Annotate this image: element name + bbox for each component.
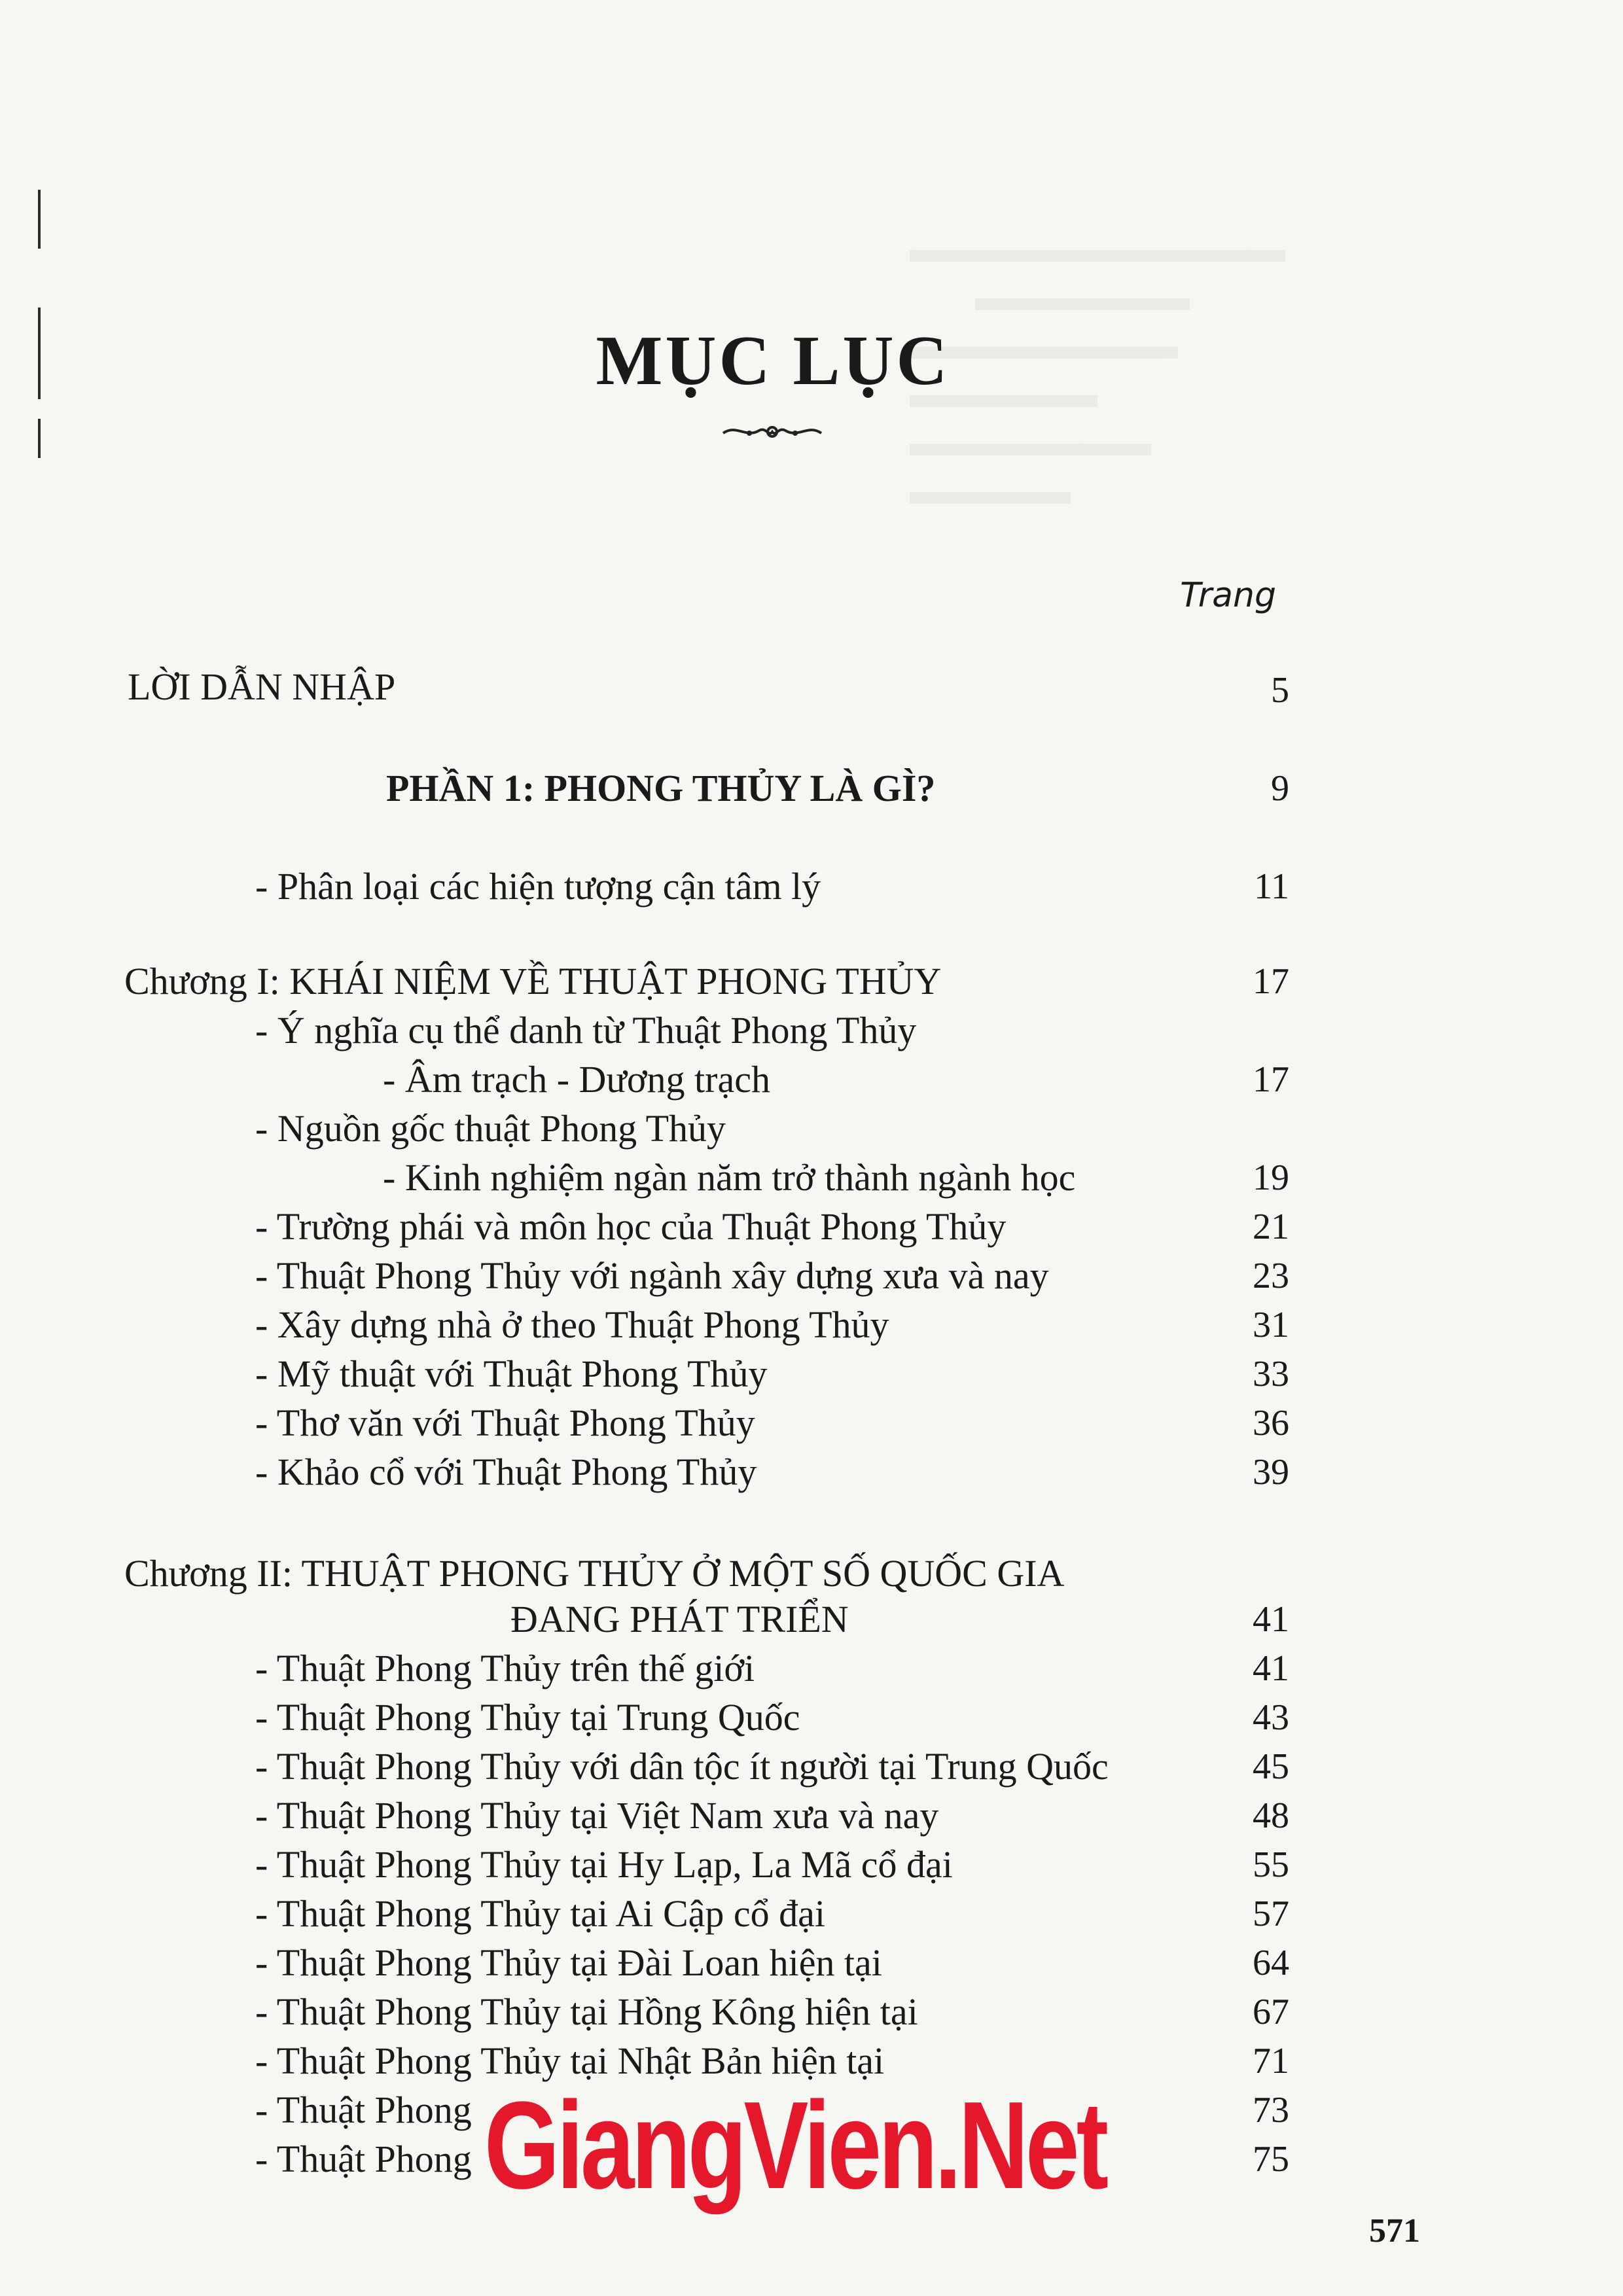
toc-entry: - Thuật Phong Thủy trên thế giới bbox=[255, 1647, 755, 1689]
toc-page: 17 bbox=[1253, 961, 1289, 1002]
toc-entry: - Thuật Phong Thủy tại Hy Lạp, La Mã cổ đại bbox=[255, 1843, 953, 1886]
toc-page: 48 bbox=[1253, 1795, 1289, 1836]
toc-entry: - Âm trạch - Dương trạch bbox=[383, 1058, 770, 1101]
toc-page: 9 bbox=[1271, 768, 1289, 809]
toc-page: 71 bbox=[1253, 2041, 1289, 2081]
toc-entry: - Khảo cổ với Thuật Phong Thủy bbox=[255, 1451, 757, 1493]
toc-page: 55 bbox=[1253, 1845, 1289, 1885]
toc-entry: - Nguồn gốc thuật Phong Thủy bbox=[255, 1107, 726, 1150]
toc-entry: - Thuật Phong bbox=[255, 2138, 472, 2180]
title-ornament bbox=[720, 419, 825, 445]
toc-chapter-heading: Chương II: THUẬT PHONG THỦY Ở MỘT SỐ QUỐC GIA bbox=[124, 1552, 1065, 1595]
toc-entry: - Phân loại các hiện tượng cận tâm lý bbox=[255, 865, 821, 908]
toc-page: 19 bbox=[1253, 1157, 1289, 1198]
toc-entry: - Thuật Phong bbox=[255, 2089, 472, 2131]
toc-entry: LỜI DẪN NHẬP bbox=[128, 665, 396, 708]
toc-entry: - Thuật Phong Thủy tại Hồng Kông hiện tại bbox=[255, 1990, 918, 2033]
watermark: GiangVien.Net bbox=[484, 2076, 1106, 2215]
toc-page: 23 bbox=[1253, 1256, 1289, 1296]
toc-chapter-heading: ĐANG PHÁT TRIỂN bbox=[510, 1598, 849, 1640]
page-edge-mark bbox=[38, 190, 41, 249]
toc-entry: - Thuật Phong Thủy tại Đài Loan hiện tại bbox=[255, 1941, 882, 1984]
toc-entry: - Mỹ thuật với Thuật Phong Thủy bbox=[255, 1352, 768, 1395]
toc-page: 36 bbox=[1253, 1403, 1289, 1443]
toc-entry: - Kinh nghiệm ngàn năm trở thành ngành học bbox=[383, 1156, 1076, 1199]
page-edge-mark bbox=[38, 419, 41, 458]
toc-entry: - Thuật Phong Thủy tại Nhật Bản hiện tại bbox=[255, 2040, 885, 2082]
toc-page: 45 bbox=[1253, 1746, 1289, 1787]
toc-chapter-heading: Chương I: KHÁI NIỆM VỀ THUẬT PHONG THỦY bbox=[124, 960, 942, 1002]
toc-page: 75 bbox=[1253, 2139, 1289, 2180]
toc-entry: - Thuật Phong Thủy tại Ai Cập cổ đại bbox=[255, 1892, 825, 1935]
toc-page: 33 bbox=[1253, 1354, 1289, 1394]
toc-page: 17 bbox=[1253, 1059, 1289, 1100]
toc-page: 11 bbox=[1254, 866, 1289, 907]
toc-page: 67 bbox=[1253, 1992, 1289, 2032]
toc-entry: - Thuật Phong Thủy với dân tộc ít người tại Trung Quốc bbox=[255, 1745, 1109, 1788]
toc-entry: - Xây dựng nhà ở theo Thuật Phong Thủy bbox=[255, 1303, 889, 1346]
toc-entry: - Thơ văn với Thuật Phong Thủy bbox=[255, 1402, 755, 1444]
toc-page: 43 bbox=[1253, 1697, 1289, 1738]
toc-entry: - Thuật Phong Thủy với ngành xây dựng xưa và nay bbox=[255, 1254, 1049, 1297]
toc-page: 39 bbox=[1253, 1452, 1289, 1492]
page-column-label: Trang bbox=[1180, 576, 1276, 615]
toc-page: 41 bbox=[1253, 1599, 1289, 1640]
toc-entry: - Thuật Phong Thủy tại Trung Quốc bbox=[255, 1696, 800, 1739]
toc-part-heading: PHẦN 1: PHONG THỦY LÀ GÌ? bbox=[386, 767, 936, 809]
toc-page: 57 bbox=[1253, 1894, 1289, 1934]
toc-page: 21 bbox=[1253, 1207, 1289, 1247]
toc-entry: - Thuật Phong Thủy tại Việt Nam xưa và nay bbox=[255, 1794, 939, 1837]
toc-page: 64 bbox=[1253, 1943, 1289, 1983]
toc-entry: - Trường phái và môn học của Thuật Phong Thủy bbox=[255, 1205, 1007, 1248]
toc-page: 73 bbox=[1253, 2090, 1289, 2130]
toc-page: 5 bbox=[1271, 670, 1289, 711]
toc-page: 31 bbox=[1253, 1305, 1289, 1345]
toc-page: 41 bbox=[1253, 1648, 1289, 1689]
toc-entry: - Ý nghĩa cụ thể danh từ Thuật Phong Thủy bbox=[255, 1009, 917, 1051]
page-title: MỤC LỤC bbox=[596, 322, 950, 400]
page-number: 571 bbox=[1369, 2212, 1420, 2250]
